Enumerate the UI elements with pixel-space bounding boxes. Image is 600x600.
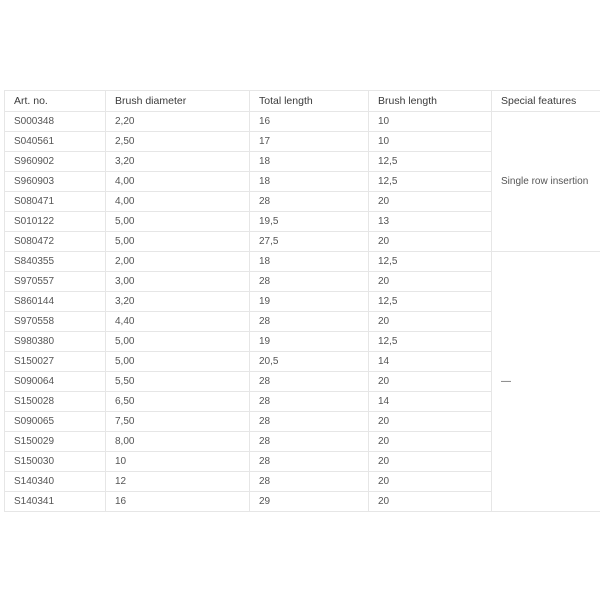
total-length-cell: 28 [250, 412, 369, 432]
brush-length-cell: 14 [369, 392, 492, 412]
art-no-cell: S040561 [5, 132, 106, 152]
total-length-cell: 28 [250, 392, 369, 412]
brush-length-cell: 20 [369, 492, 492, 512]
art-no-cell: S140341 [5, 492, 106, 512]
total-length-cell: 18 [250, 252, 369, 272]
total-length-cell: 16 [250, 112, 369, 132]
brush-diameter-cell: 3,20 [106, 152, 250, 172]
brush-diameter-cell: 5,00 [106, 332, 250, 352]
brush-length-cell: 20 [369, 472, 492, 492]
brush-diameter-cell: 5,00 [106, 232, 250, 252]
art-no-cell: S960902 [5, 152, 106, 172]
art-no-cell: S840355 [5, 252, 106, 272]
table-row [5, 252, 600, 272]
total-length-cell: 18 [250, 152, 369, 172]
brush-length-cell: 20 [369, 192, 492, 212]
brush-length-cell: 20 [369, 432, 492, 452]
brush-length-cell: 12,5 [369, 292, 492, 312]
brush-diameter-cell: 2,00 [106, 252, 250, 272]
brush-length-cell: 10 [369, 132, 492, 152]
product-spec-table [4, 90, 600, 512]
brush-diameter-cell: 10 [106, 452, 250, 472]
brush-length-cell: 10 [369, 112, 492, 132]
total-length-cell: 29 [250, 492, 369, 512]
total-length-cell: 28 [250, 452, 369, 472]
total-length-cell: 28 [250, 432, 369, 452]
brush-diameter-cell: 4,00 [106, 172, 250, 192]
art-no-cell: S150029 [5, 432, 106, 452]
brush-diameter-cell: 12 [106, 472, 250, 492]
art-no-cell: S150027 [5, 352, 106, 372]
brush-diameter-cell: 16 [106, 492, 250, 512]
art-no-cell: S860144 [5, 292, 106, 312]
brush-diameter-cell: 7,50 [106, 412, 250, 432]
brush-length-cell: 20 [369, 232, 492, 252]
brush-length-cell: 12,5 [369, 152, 492, 172]
art-no-cell: S080471 [5, 192, 106, 212]
brush-length-cell: 12,5 [369, 172, 492, 192]
special-features-cell: — [492, 252, 600, 512]
brush-diameter-cell: 5,50 [106, 372, 250, 392]
brush-diameter-cell: 6,50 [106, 392, 250, 412]
brush-length-cell: 12,5 [369, 332, 492, 352]
brush-length-cell: 20 [369, 272, 492, 292]
art-no-cell: S980380 [5, 332, 106, 352]
brush-length-cell: 20 [369, 412, 492, 432]
brush-diameter-cell: 4,40 [106, 312, 250, 332]
brush-length-cell: 20 [369, 452, 492, 472]
total-length-cell: 28 [250, 472, 369, 492]
header-art-no: Art. no. [5, 91, 106, 112]
total-length-cell: 28 [250, 372, 369, 392]
art-no-cell: S970557 [5, 272, 106, 292]
brush-diameter-cell: 5,00 [106, 352, 250, 372]
table-header-row [5, 91, 600, 112]
art-no-cell: S150028 [5, 392, 106, 412]
total-length-cell: 27,5 [250, 232, 369, 252]
header-special-features: Special features [492, 91, 600, 112]
brush-diameter-cell: 4,00 [106, 192, 250, 212]
brush-length-cell: 20 [369, 312, 492, 332]
header-total-length: Total length [250, 91, 369, 112]
table-body [5, 112, 600, 512]
total-length-cell: 28 [250, 312, 369, 332]
total-length-cell: 19 [250, 292, 369, 312]
brush-diameter-cell: 8,00 [106, 432, 250, 452]
art-no-cell: S090064 [5, 372, 106, 392]
brush-length-cell: 14 [369, 352, 492, 372]
total-length-cell: 20,5 [250, 352, 369, 372]
art-no-cell: S960903 [5, 172, 106, 192]
art-no-cell: S080472 [5, 232, 106, 252]
brush-diameter-cell: 5,00 [106, 212, 250, 232]
brush-diameter-cell: 3,00 [106, 272, 250, 292]
total-length-cell: 19 [250, 332, 369, 352]
art-no-cell: S150030 [5, 452, 106, 472]
total-length-cell: 18 [250, 172, 369, 192]
art-no-cell: S010122 [5, 212, 106, 232]
art-no-cell: S140340 [5, 472, 106, 492]
art-no-cell: S000348 [5, 112, 106, 132]
header-brush-diameter: Brush diameter [106, 91, 250, 112]
art-no-cell: S090065 [5, 412, 106, 432]
product-spec-table-container [4, 90, 600, 512]
brush-diameter-cell: 2,50 [106, 132, 250, 152]
table-row [5, 112, 600, 132]
brush-length-cell: 12,5 [369, 252, 492, 272]
total-length-cell: 17 [250, 132, 369, 152]
special-features-cell: Single row insertion [492, 112, 600, 252]
art-no-cell: S970558 [5, 312, 106, 332]
total-length-cell: 19,5 [250, 212, 369, 232]
header-brush-length: Brush length [369, 91, 492, 112]
brush-length-cell: 13 [369, 212, 492, 232]
total-length-cell: 28 [250, 272, 369, 292]
brush-length-cell: 20 [369, 372, 492, 392]
brush-diameter-cell: 3,20 [106, 292, 250, 312]
brush-diameter-cell: 2,20 [106, 112, 250, 132]
total-length-cell: 28 [250, 192, 369, 212]
